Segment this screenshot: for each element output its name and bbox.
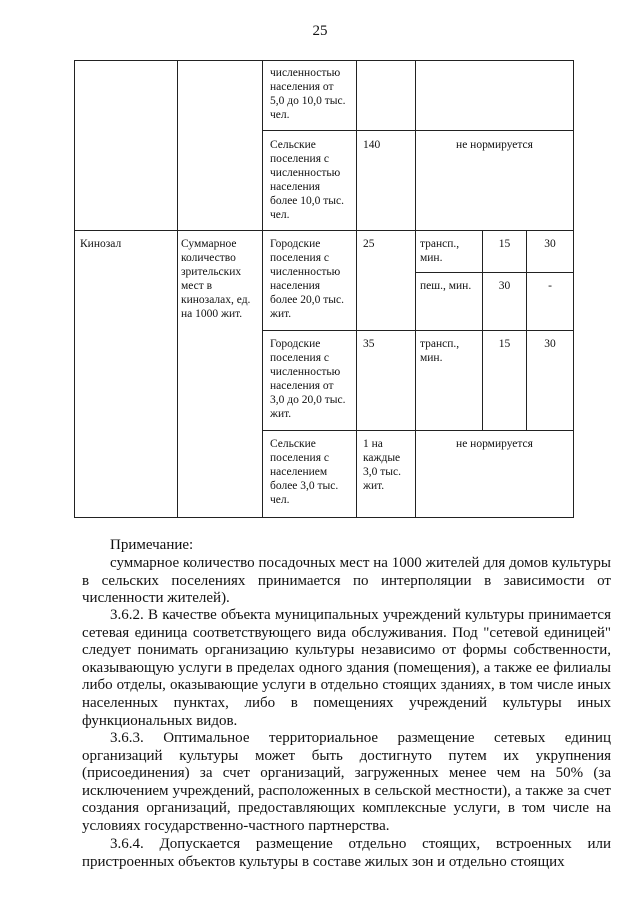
table-cell-type: Кинозал [80,238,122,250]
table-cell-mode: пеш., мин. [420,280,472,292]
table-cell-indicator: Суммарное количество зрительских мест в кинозалах, ед. на 1000 жит. [181,238,251,320]
table-border-bottom [74,517,574,518]
table-cell-value: - [548,280,552,292]
table-cell-settlement: Городские поселения с численностью населения от 3,0 до 20,0 тыс. жит. [270,338,346,420]
row-divider [262,330,574,331]
col-divider [177,60,178,518]
row-divider [415,272,574,273]
row-divider [262,430,574,431]
col-divider [573,60,574,518]
table-cell-settlement: Сельские поселения с населением более 3,0 тыс. чел. [270,438,339,506]
table-cell-value: 30 [544,238,556,250]
row-divider [74,230,574,231]
col-divider [262,60,263,518]
table-cell-value: 30 [544,338,556,350]
table-cell-mode: трансп., мин. [420,338,460,364]
table-cell-value: 15 [498,238,511,250]
row-divider [262,130,574,131]
col-divider [356,60,357,518]
col-divider [526,230,527,430]
table-cell-mode: трансп., мин. [420,238,460,264]
table-cell-value: 15 [498,338,511,350]
table-cell-access: не нормируется [456,438,533,450]
table-border-top [74,60,574,61]
table-cell-value: 30 [498,280,511,292]
table-cell-value: 140 [363,139,381,151]
table-cell-value: 1 на каждые 3,0 тыс. жит. [363,438,401,492]
note-text: суммарное количество посадочных мест на 1000 жителей для домов культуры в сельских поселениях принимается по интерполяции в зависимости от численности жителей). [82,555,611,607]
paragraph-3-6-2: 3.6.2. В качестве объекта муниципальных учреждений культуры принимается сетевая единица соответствующего вида обслуживания. Под "сетевой единицей" следует понимать организацию культуры независимо от формы собственности, оказывающую услуги в пределах одного здания (помещения), а также ее филиалы либо отделы, оказывающие услуги в отдельно стоящих зданиях, в том числе иных населенных пунктах, либо в помещениях учреждений культуры иных функциональных видов. [82,607,611,729]
paragraph-3-6-3: 3.6.3. Оптимальное территориальное размещение сетевых единиц организаций культуры может быть достигнуто путем их укрупнения (присоединения) за счет организаций, загруженных менее чем на 50% (за исключением учреждений, расположенных в сельской местности), а также за счет создания организаций, предоставляющих комплексные услуги, в том числе на условиях государственно-частного партнерства. [82,730,611,834]
table-cell-settlement: Сельские поселения с численностью населения более 10,0 тыс. чел. [270,139,345,221]
page-number: 25 [312,23,328,39]
col-divider [74,60,75,518]
col-divider [482,230,483,430]
table-cell-settlement: численностью населения от 5,0 до 10,0 тыс. чел. [270,67,346,121]
note-title: Примечание: [110,537,194,553]
table-cell-access: не нормируется [456,139,533,151]
table-cell-value: 25 [363,238,375,250]
table-cell-value: 35 [363,338,375,350]
norms-table [74,60,574,518]
paragraph-3-6-4: 3.6.4. Допускается размещение отдельно стоящих, встроенных или пристроенных объектов культуры в составе жилых зон и отдельно стоящих [82,836,611,870]
table-cell-settlement: Городские поселения с численностью населения более 20,0 тыс. жит. [270,238,345,320]
